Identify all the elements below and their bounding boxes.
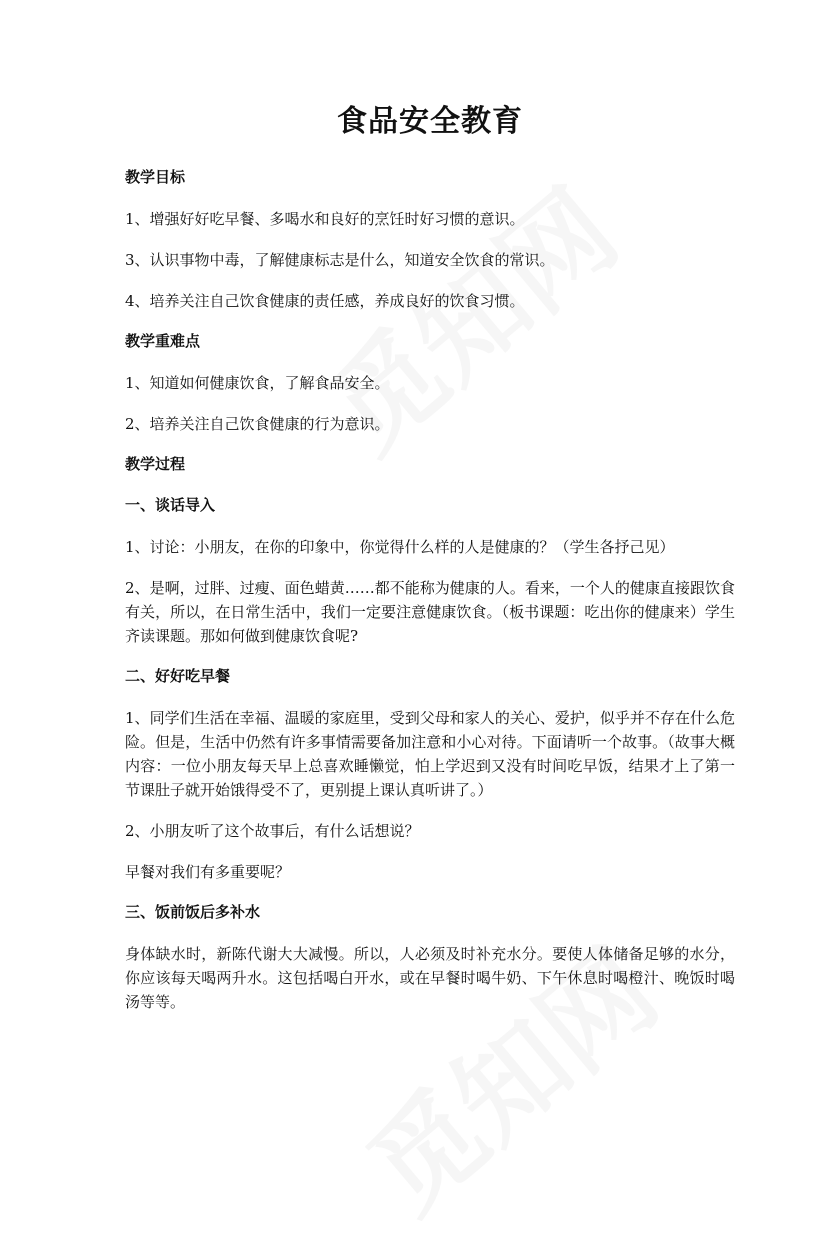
section-heading-process: 教学过程 [125,455,186,473]
paragraph-key-2: 2、培养关注自己饮食健康的行为意识。 [125,415,390,433]
section-heading-part2: 二、好好吃早餐 [125,667,231,685]
paragraph-part3-1: 身体缺水时，新陈代谢大大减慢。所以，人必须及时补充水分。要使人体储备足够的水分，你应该每天喝两升水。这包括喝白开水，或在早餐时喝牛奶、下午休息时喝橙汁、晚饭时喝汤等等。 [125,945,735,1011]
paragraph-goal-1: 1、增强好好吃早餐、多喝水和良好的烹饪时好习惯的意识。 [125,210,525,228]
paragraph-part2-3: 早餐对我们有多重要呢？ [125,863,291,881]
document-title: 食品安全教育 [337,104,523,139]
paragraph-goal-3: 3、认识事物中毒，了解健康标志是什么，知道安全饮食的常识。 [125,251,555,269]
paragraph-part2-1: 1、同学们生活在幸福、温暖的家庭里，受到父母和家人的关心、爱护，似乎并不存在什么危险。但是，生活中仍然有许多事情需要备加注意和小心对待。下面请听一个故事。（故事大概内容：一位小朋友每天早上总喜欢睡懒觉，怕上学迟到又没有时间吃早饭，结果才上了第一节课肚子就开始饿得受不了，更别提上课认真听讲了。） [125,709,735,799]
section-heading-goals: 教学目标 [125,168,186,186]
paragraph-part1-2: 2、是啊，过胖、过瘦、面色蜡黄……都不能称为健康的人。看来，一个人的健康直接跟饮食有关，所以，在日常生活中，我们一定要注意健康饮食。（板书课题：吃出你的健康来）学生齐读课题。那如何做到健康饮食呢? [125,579,735,645]
paragraph-part1-1: 1、讨论：小朋友，在你的印象中，你觉得什么样的人是健康的？（学生各抒己见） [125,538,675,556]
document-page [125,100,735,1031]
paragraph-goal-4: 4、培养关注自己饮食健康的责任感，养成良好的饮食习惯。 [125,292,525,310]
section-heading-part3: 三、饭前饭后多补水 [125,903,261,921]
section-heading-part1: 一、谈话导入 [125,496,216,514]
paragraph-key-1: 1、知道如何健康饮食，了解食品安全。 [125,374,390,392]
section-heading-key-points: 教学重难点 [125,332,201,350]
paragraph-part2-2: 2、小朋友听了这个故事后，有什么话想说？ [125,822,420,840]
